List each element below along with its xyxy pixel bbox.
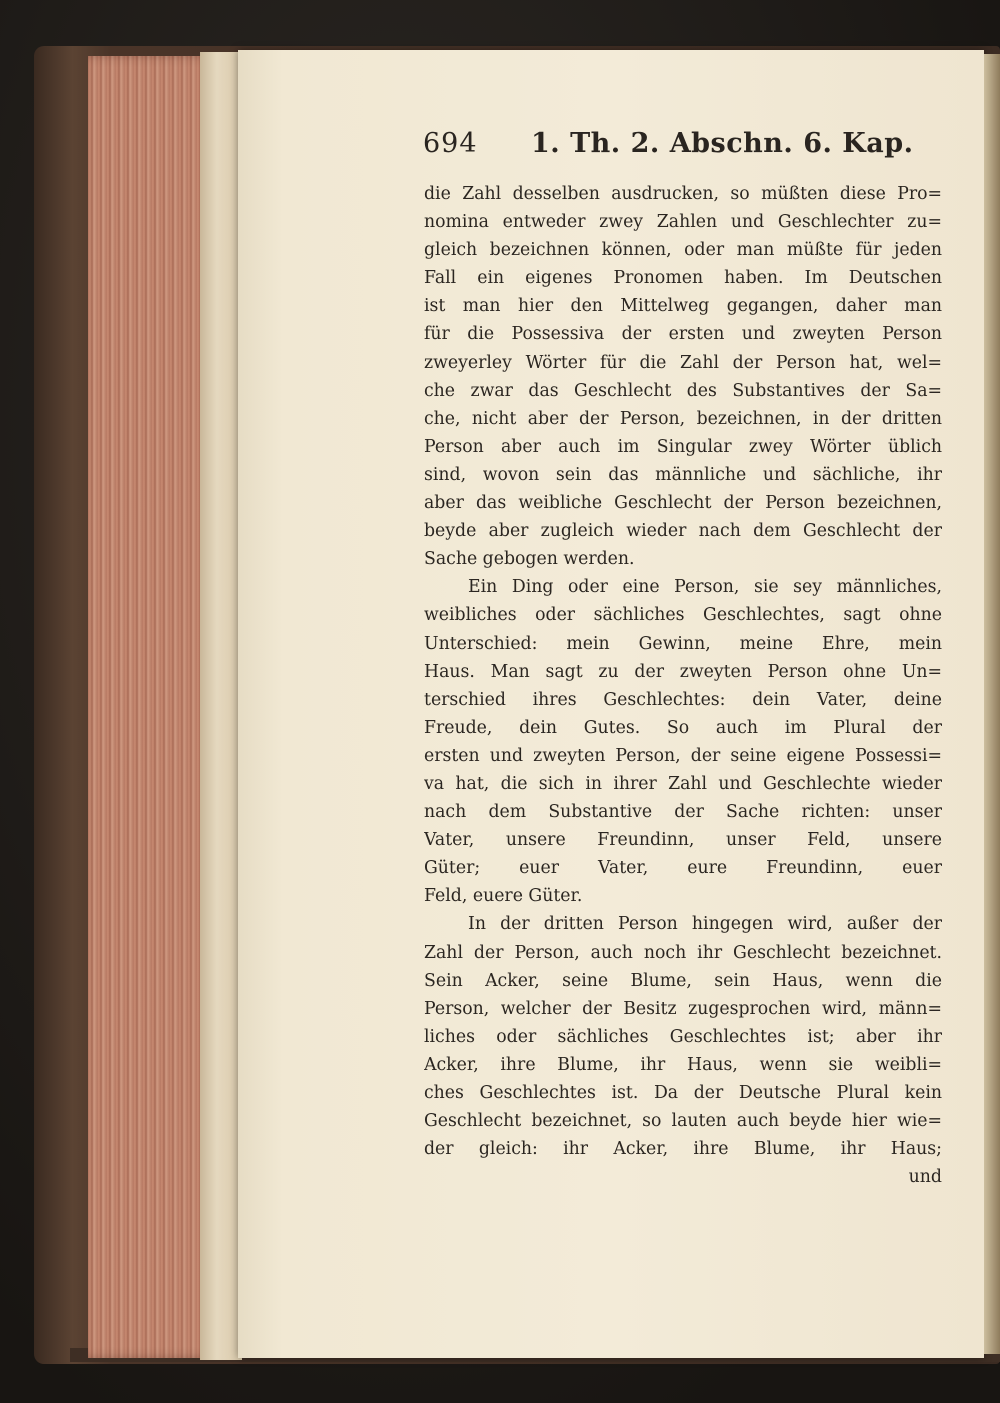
text-line: ist man hier den Mittelweg gegangen, daher man [424,296,942,317]
text-line: terschied ihres Geschlechtes: dein Vater, deine [424,689,942,710]
text-line: Unterschied: mein Gewinn, meine Ehre, mein [424,633,942,654]
body-text [424,180,942,1191]
text-line: Vater, unsere Freundinn, unser Feld, unsere [424,830,942,851]
text-line: für die Possessiva der ersten und zweyten Person [424,324,942,345]
text-line: weibliches oder sächliches Geschlechtes, sagt ohne [424,605,942,626]
text-line: Güter; euer Vater, eure Freundinn, euer [424,858,942,879]
text-line: Freude, dein Gutes. So auch im Plural der [424,717,942,738]
text-line: va hat, die sich in ihrer Zahl und Geschlechte wieder [424,773,942,794]
text-line: ersten und zweyten Person, der seine eigene Possessi= [424,745,942,766]
text-line: Sein Acker, seine Blume, sein Haus, wenn die [424,970,942,991]
text-line: zweyerley Wörter für die Zahl der Person hat, wel= [424,352,942,373]
text-line: Zahl der Person, auch noch ihr Geschlecht bezeichnet. [424,942,942,963]
text-line: Feld, euere Güter. [424,886,583,907]
text-line: liches oder sächliches Geschlechtes ist; aber ihr [424,1026,942,1047]
text-line: gleich bezeichnen können, oder man müßte für jeden [424,240,942,261]
text-line: nach dem Substantive der Sache richten: unser [424,802,942,823]
text-line: Geschlecht bezeichnet, so lauten auch beyde hier wie= [424,1111,942,1132]
text-line: der gleich: ihr Acker, ihre Blume, ihr Haus; [424,1139,942,1160]
running-head [423,128,943,170]
page-gutter [200,52,242,1360]
text-line: die Zahl desselben ausdrucken, so müßten diese Pro= [424,184,942,204]
text-line: Ein Ding oder eine Person, sie sey männliches, [468,577,942,598]
text-line: aber das weibliche Geschlecht der Person bezeichnen, [424,493,942,514]
text-line: Sache gebogen werden. [424,549,635,570]
page-right-edge [984,54,1000,1354]
text-line: Person aber auch im Singular zwey Wörter üblich [424,436,942,457]
text-line: In der dritten Person hingegen wird, außer der [468,914,942,935]
running-title: 1. Th. 2. Abschn. 6. Kap. [531,128,914,159]
text-line: che, nicht aber der Person, bezeichnen, in der dritten [424,408,942,429]
text-line: Fall ein eigenes Pronomen haben. Im Deutschen [424,268,942,289]
text-line: Acker, ihre Blume, ihr Haus, wenn sie weibli= [424,1054,942,1075]
text-line: nomina entweder zwey Zahlen und Geschlechter zu= [424,212,942,233]
text-line: Haus. Man sagt zu der zweyten Person ohne Un= [424,661,942,682]
page-number: 694 [423,128,478,159]
text-line: beyde aber zugleich wieder nach dem Geschlecht der [424,521,942,542]
catchword: und [908,1167,942,1188]
text-line: Person, welcher der Besitz zugesprochen wird, männ= [424,998,942,1019]
text-line: che zwar das Geschlecht des Substantives der Sa= [424,380,942,401]
text-line: sind, wovon sein das männliche und sächliche, ihr [424,464,942,485]
text-line: ches Geschlechtes ist. Da der Deutsche Plural kein [424,1083,942,1103]
